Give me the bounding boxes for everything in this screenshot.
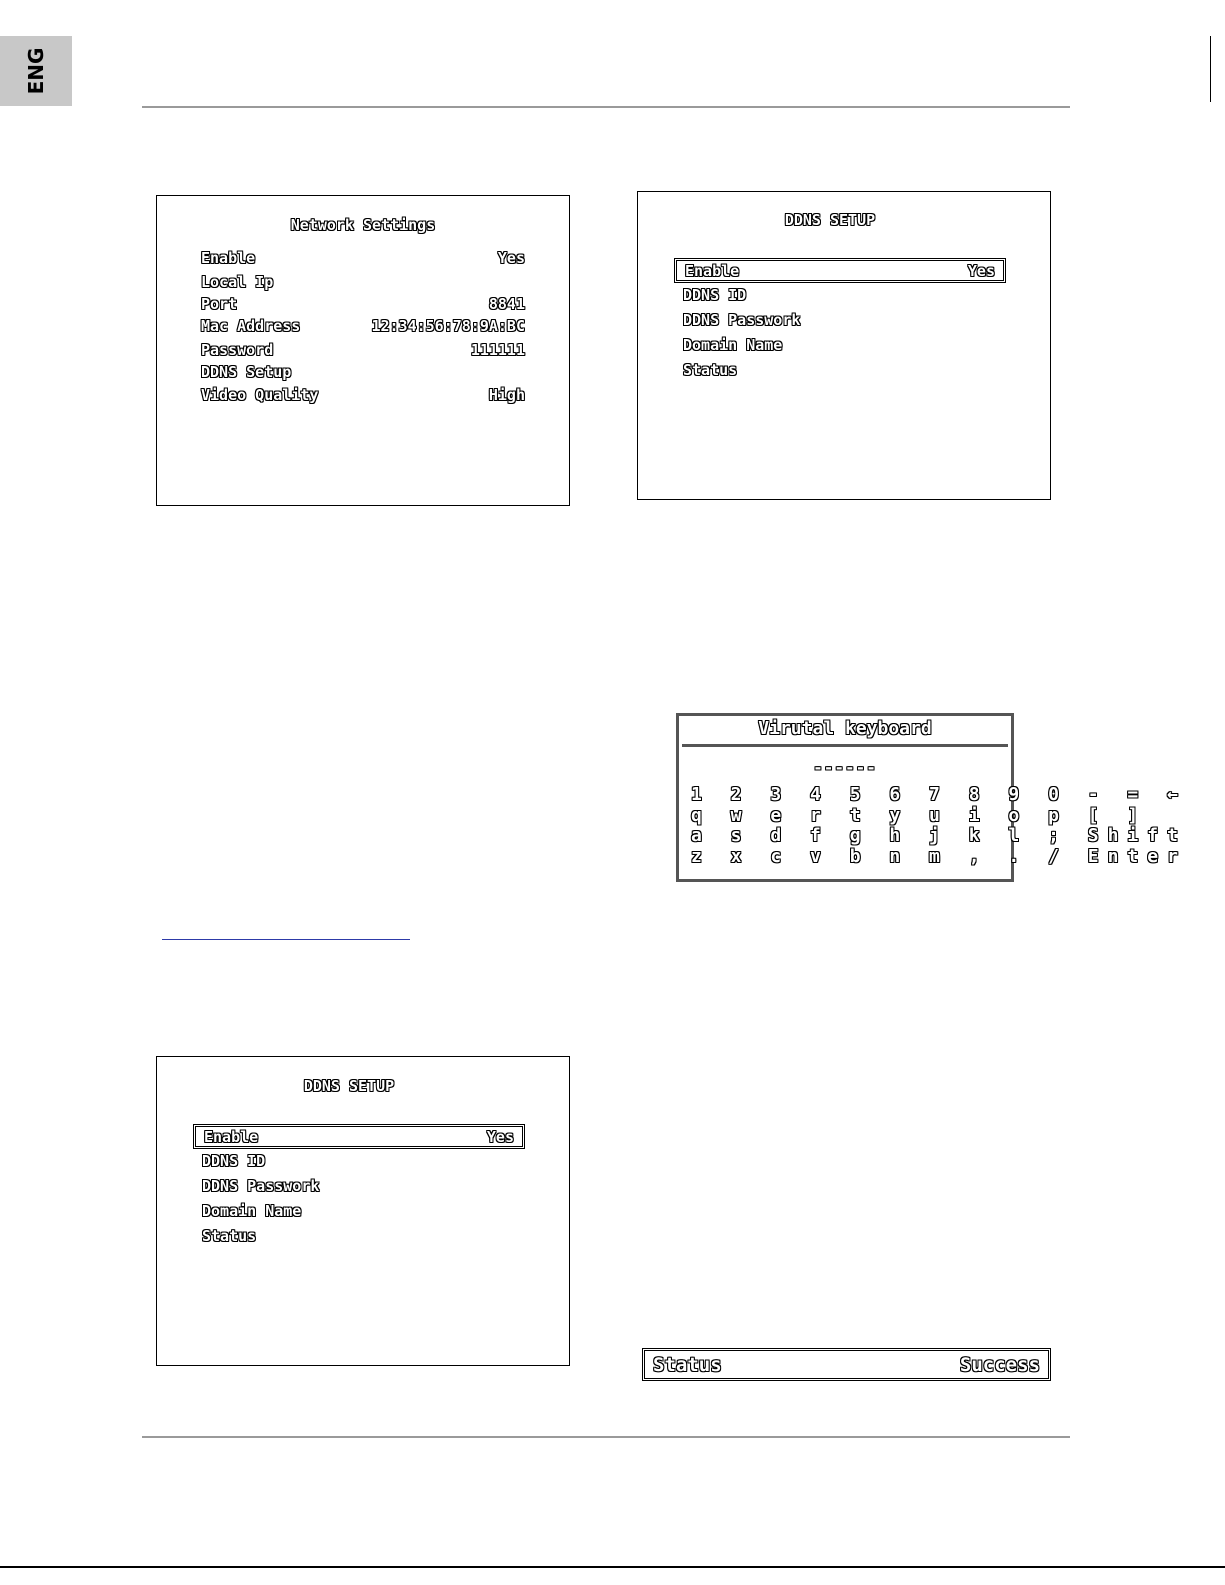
ddns-setup-screen-top [637, 191, 1051, 500]
keyboard-row-qwerty[interactable]: q w e r t y u i o p [ ] [691, 805, 1148, 826]
keyboard-row-zxcv[interactable]: z x c v b n m , . / Enter [691, 846, 1187, 867]
ddns-row-enable-selected[interactable]: Enable Yes [674, 258, 1006, 283]
virtual-keyboard-divider [682, 744, 1008, 747]
ddns-setup-screen-bottom [156, 1056, 570, 1366]
ns-row-local-ip[interactable]: Local Ip [201, 273, 274, 291]
virtual-keyboard [676, 713, 1187, 882]
ddns-row-enable-selected[interactable]: Enable Yes [193, 1124, 525, 1149]
footer-rule [142, 1436, 1070, 1438]
ddns-row-ddns-password[interactable]: DDNS Passwork [683, 311, 801, 329]
ddns-row-domain-name[interactable]: Domain Name [202, 1202, 302, 1220]
header-rule [142, 106, 1070, 108]
page-bottom-rule [0, 1566, 1225, 1568]
language-tab [0, 36, 72, 106]
ns-row-ddns-setup[interactable]: DDNS Setup [201, 363, 292, 381]
status-bar [642, 1348, 1051, 1381]
ns-row-password[interactable]: Password 111111 [201, 341, 525, 359]
language-tab-label: ENG [24, 47, 48, 95]
ddns-row-ddns-id[interactable]: DDNS ID [683, 286, 747, 304]
network-settings-title: Network Settings [290, 216, 436, 234]
ns-row-enable[interactable]: Enable Yes [201, 249, 525, 267]
hyperlink-underline[interactable] [162, 939, 410, 940]
keyboard-row-numbers[interactable]: 1 2 3 4 5 6 7 8 9 0 - = ← [691, 784, 1187, 805]
ddns-row-status[interactable]: Status [202, 1227, 257, 1245]
status-value: Success [959, 1353, 1040, 1376]
ddns-row-domain-name[interactable]: Domain Name [683, 336, 783, 354]
ddns-row-status[interactable]: Status [683, 361, 738, 379]
ddns-row-ddns-password[interactable]: DDNS Passwork [202, 1177, 320, 1195]
virtual-keyboard-input[interactable]: ------ [813, 758, 877, 777]
ns-row-video-quality[interactable]: Video Quality High [201, 386, 525, 404]
virtual-keyboard-title: Virutal keyboard [758, 718, 932, 739]
keyboard-row-asdf[interactable]: a s d f g h j k l ; Shift [691, 825, 1187, 846]
page-edge-mark [1210, 36, 1211, 102]
ddns-row-ddns-id[interactable]: DDNS ID [202, 1152, 266, 1170]
ns-row-mac-address[interactable]: Mac Address 12:34:56:78:9A:BC [201, 317, 525, 335]
status-label: Status [653, 1353, 722, 1376]
ddns-setup-title: DDNS SETUP [303, 1077, 395, 1095]
ns-row-port[interactable]: Port 8841 [201, 295, 525, 313]
network-settings-screen [156, 195, 570, 506]
ddns-setup-title: DDNS SETUP [784, 211, 876, 229]
